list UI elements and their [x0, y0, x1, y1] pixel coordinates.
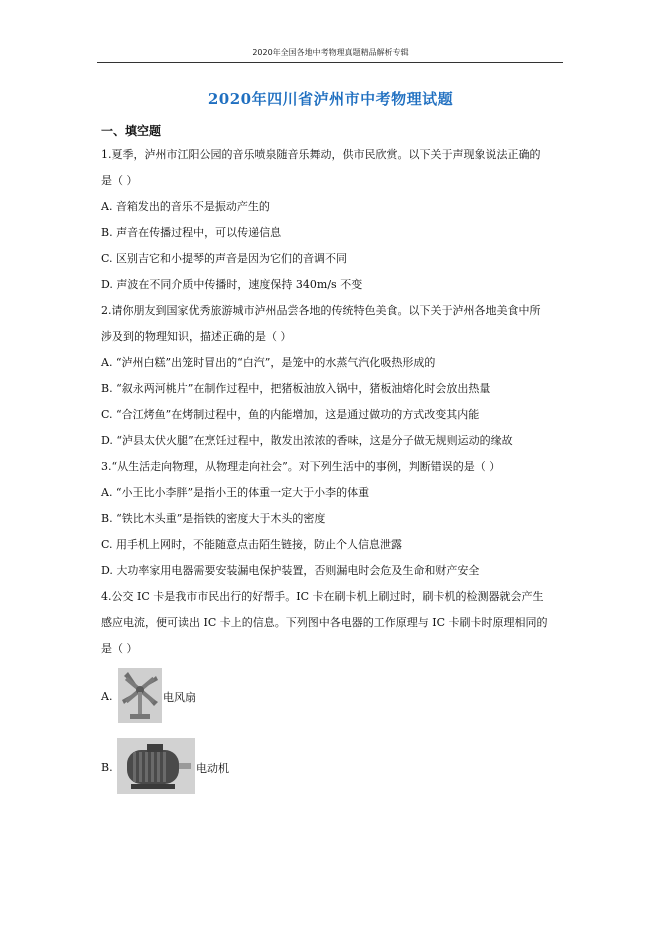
page-header: 2020年全国各地中考物理真题精品解析专辑 — [252, 48, 409, 57]
question-3-option-d: D. 大功率家用电器需要安装漏电保护装置，否则漏电时会危及生命和财产安全 — [101, 564, 480, 577]
electric-fan-icon — [118, 668, 162, 723]
question-1-stem-line-1: 1.夏季，泸州市江阳公园的音乐喷泉随音乐舞动，供市民欣赏。以下关于声现象说法正确的 — [101, 148, 541, 161]
header-divider — [97, 62, 563, 63]
question-4-stem-line-3: 是（ ） — [101, 642, 138, 655]
question-2-option-c: C. “合江烤鱼”在烤制过程中，鱼的内能增加，这是通过做功的方式改变其内能 — [101, 408, 480, 421]
question-3-option-b: B. “铁比木头重”是指铁的密度大于木头的密度 — [101, 512, 326, 525]
question-2-stem-line-2: 涉及到的物理知识，描述正确的是（ ） — [101, 330, 292, 343]
question-4-option-a-label: 电风扇 — [163, 691, 196, 704]
page-title: 2020年四川省泸州市中考物理试题 — [207, 90, 454, 108]
question-4-stem-line-1: 4.公交 IC 卡是我市市民出行的好帮手。IC 卡在刷卡机上刷过时，刷卡机的检测器就会产生 — [101, 590, 544, 603]
question-4-option-b-label: 电动机 — [196, 762, 229, 775]
question-4-option-a-letter: A. — [101, 690, 113, 703]
question-4-stem-line-2: 感应电流，便可读出 IC 卡上的信息。下列图中各电器的工作原理与 IC 卡刷卡时原理相同的 — [101, 616, 548, 629]
question-3-option-c: C. 用手机上网时，不能随意点击陌生链接，防止个人信息泄露 — [101, 538, 403, 551]
question-2-option-a: A. “泸州白糕”出笼时冒出的“白汽”，是笼中的水蒸气汽化吸热形成的 — [101, 356, 436, 369]
question-1-option-b: B. 声音在传播过程中，可以传递信息 — [101, 226, 282, 239]
question-4-option-b-letter: B. — [101, 761, 113, 774]
question-1-stem-line-2: 是（ ） — [101, 174, 138, 187]
electric-motor-icon — [117, 738, 195, 794]
question-1-option-c: C. 区别吉它和小提琴的声音是因为它们的音调不同 — [101, 252, 348, 265]
section-heading: 一、填空题 — [101, 124, 162, 138]
question-2-option-d: D. “泸县太伏火腿”在烹饪过程中，散发出浓浓的香味，这是分子做无规则运动的缘故 — [101, 434, 513, 447]
question-2-option-b: B. “叙永两河桃片”在制作过程中，把猪板油放入锅中，猪板油熔化时会放出热量 — [101, 382, 491, 395]
question-1-option-a: A. 音箱发出的音乐不是振动产生的 — [101, 200, 270, 213]
question-3-option-a: A. “小王比小李胖”是指小王的体重一定大于小李的体重 — [101, 486, 370, 499]
question-3-stem: 3.“从生活走向物理，从物理走向社会”。对下列生活中的事例，判断错误的是（ ） — [101, 460, 501, 473]
question-2-stem-line-1: 2.请你朋友到国家优秀旅游城市泸州品尝各地的传统特色美食。以下关于泸州各地美食中所 — [101, 304, 541, 317]
question-1-option-d: D. 声波在不同介质中传播时，速度保持 340m/s 不变 — [101, 278, 363, 291]
